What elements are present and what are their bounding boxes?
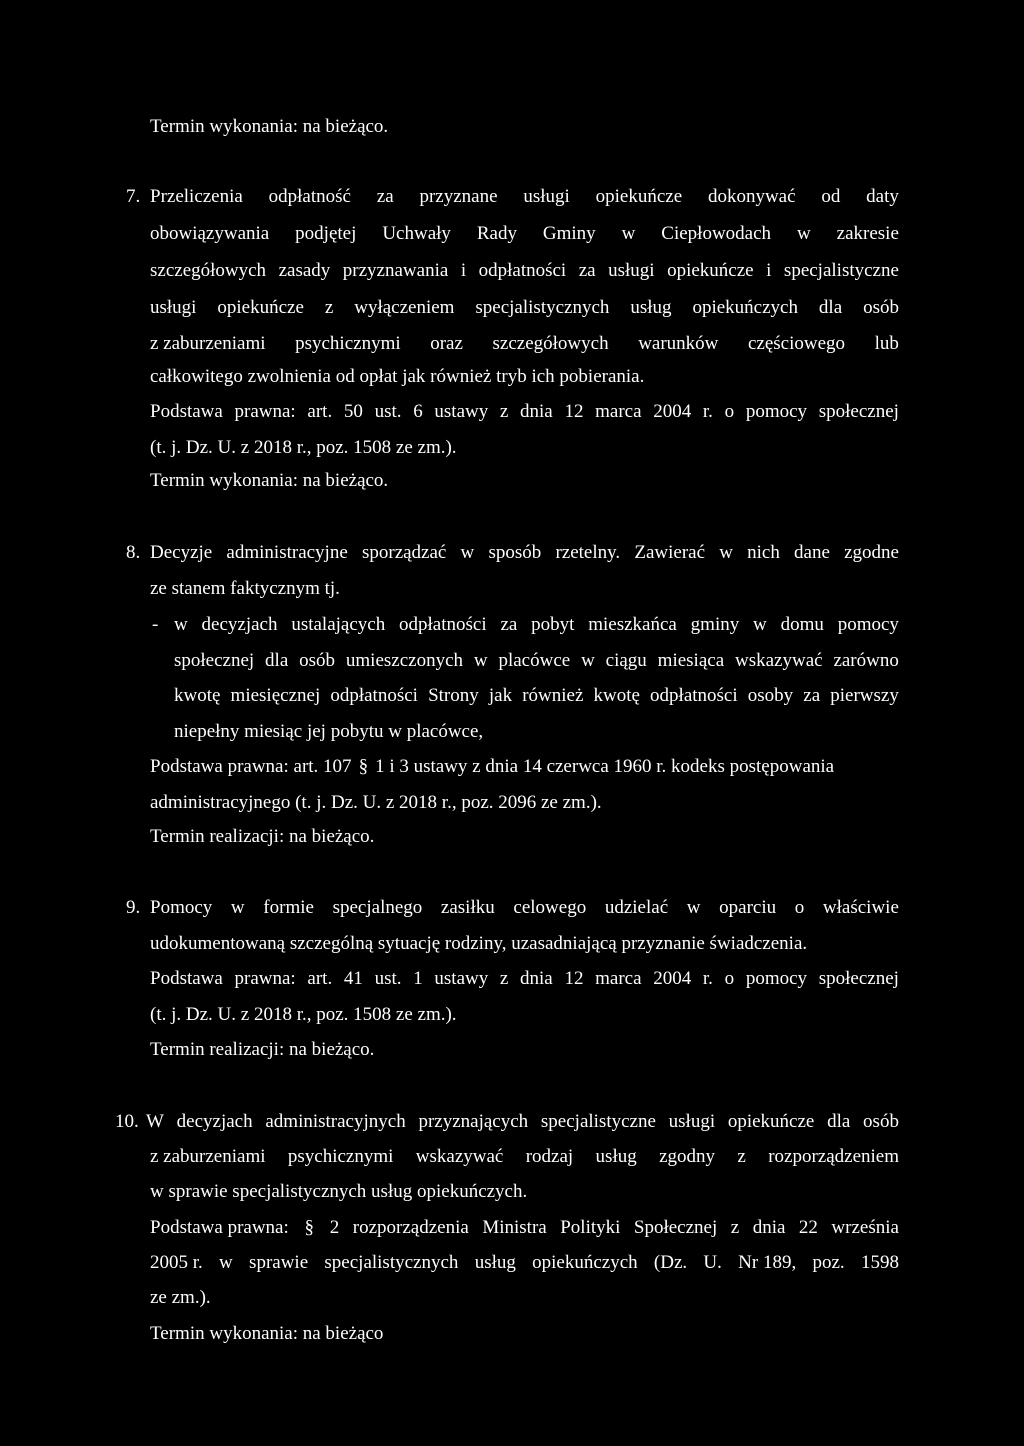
word: opiekuńcze xyxy=(727,1111,815,1132)
word: od xyxy=(821,186,841,207)
word: usługi xyxy=(668,1111,716,1132)
item-10-number: 10. xyxy=(115,1111,139,1132)
word: opiekuńczych xyxy=(532,1252,638,1273)
word: kwotę xyxy=(593,685,640,706)
word: Rady xyxy=(476,223,517,244)
item-8-deadline: Termin realizacji: na bieżąco. xyxy=(150,826,375,847)
item-7-line-1 xyxy=(150,186,899,208)
word: 12 xyxy=(564,401,584,422)
item-8-bullet-dash: - xyxy=(152,614,159,635)
word: z xyxy=(499,968,509,989)
word: opiekuńcze xyxy=(595,186,683,207)
word: sprawie xyxy=(249,1252,309,1273)
word: za xyxy=(500,614,518,635)
word: usługi xyxy=(523,186,570,207)
word: rzetelny. xyxy=(555,542,621,563)
word: 2004 xyxy=(653,968,692,989)
word: dla xyxy=(827,1111,851,1132)
word: w xyxy=(230,897,245,918)
word: marca xyxy=(595,968,642,989)
word: nich xyxy=(747,542,780,563)
word: daty xyxy=(866,186,899,207)
item-7-line-5 xyxy=(150,333,899,355)
word: specjalistycznych xyxy=(324,1252,459,1273)
word: w xyxy=(621,223,636,244)
word: ustawy xyxy=(434,401,489,422)
word: pomocy xyxy=(745,968,808,989)
item-8-line-2: ze stanem faktycznym tj. xyxy=(150,578,340,599)
item-9-line-2: udokumentowaną szczególną sytuację rodziny, uzasadniającą przyznanie świadczenia. xyxy=(150,933,808,954)
word: z zaburzeniami xyxy=(150,1146,266,1167)
word: w xyxy=(174,614,188,635)
word: za xyxy=(376,186,394,207)
item-10-basis-line-1 xyxy=(150,1217,899,1239)
word: zgodne xyxy=(844,542,899,563)
word: oraz xyxy=(430,333,463,354)
word: Zawierać xyxy=(634,542,706,563)
item-7-line-6: całkowitego zwolnienia od opłat jak również tryb ich pobierania. xyxy=(150,366,645,387)
item-8-bullet-line-2 xyxy=(174,650,899,672)
word: udzielać xyxy=(604,897,669,918)
item-9-line-1 xyxy=(150,897,899,919)
item-7-number: 7. xyxy=(126,186,141,207)
word: art. xyxy=(307,401,333,422)
word: osób xyxy=(863,1111,899,1132)
word: dane xyxy=(794,542,830,563)
item-8-basis-line-1 xyxy=(150,756,834,778)
word: usługi xyxy=(608,260,655,281)
word: 2005 r. xyxy=(150,1252,203,1273)
word: umieszczonych xyxy=(345,650,464,671)
word: szczegółowych xyxy=(150,260,267,281)
word: prawna: xyxy=(234,401,296,422)
word: sposób xyxy=(488,542,542,563)
item-9-deadline: Termin realizacji: na bieżąco. xyxy=(150,1039,375,1060)
item-8-line-1 xyxy=(150,542,899,564)
item-8-basis-pre: Podstawa prawna: art. 107 xyxy=(150,756,352,777)
word: zgodny xyxy=(659,1146,716,1167)
item-10-basis-line-2 xyxy=(150,1252,899,1274)
word: celowego xyxy=(513,897,587,918)
word: 6 xyxy=(413,401,423,422)
word: odpłatność xyxy=(268,186,351,207)
item-9-number: 9. xyxy=(126,897,141,918)
word: pierwszy xyxy=(830,685,899,706)
section-sign-icon: § xyxy=(358,756,369,777)
word: gminy xyxy=(690,614,740,635)
word: rodzaj xyxy=(525,1146,574,1167)
word: U. xyxy=(703,1252,722,1273)
item-10-line-3: w sprawie specjalistycznych usług opiekuńczych. xyxy=(150,1181,528,1202)
word: z xyxy=(324,297,334,318)
item-8-bullet-line-1 xyxy=(174,614,899,636)
word: ciągu xyxy=(605,650,647,671)
word: domu xyxy=(780,614,824,635)
word: usług xyxy=(474,1252,516,1273)
word: jak xyxy=(488,685,513,706)
word: w xyxy=(796,223,811,244)
word: dla xyxy=(818,297,843,318)
item-7-line-4 xyxy=(150,297,899,319)
word: 2004 xyxy=(653,401,692,422)
word: osób xyxy=(299,650,336,671)
word: z xyxy=(499,401,509,422)
word: opiekuńcze xyxy=(217,297,304,318)
word: usług xyxy=(630,297,672,318)
word: w xyxy=(219,1252,233,1273)
word: 22 xyxy=(798,1217,818,1238)
word: marca xyxy=(595,401,642,422)
item-7-deadline: Termin wykonania: na bieżąco. xyxy=(150,470,389,491)
word: za xyxy=(803,685,821,706)
item-8-basis-post: 1 i 3 ustawy z dnia 14 czerwca 1960 r. kodeks postępowania xyxy=(375,756,835,777)
word: Decyzje xyxy=(150,542,213,563)
item-10-deadline: Termin wykonania: na bieżąco xyxy=(150,1323,384,1344)
word: w xyxy=(581,650,595,671)
word: właściwie xyxy=(822,897,899,918)
word: ust. xyxy=(374,401,402,422)
word: przyznane xyxy=(419,186,498,207)
word: rozporządzeniem xyxy=(768,1146,899,1167)
item-7-basis-line-2: (t. j. Dz. U. z 2018 r., poz. 1508 ze zm.). xyxy=(150,437,457,458)
word: o xyxy=(724,968,735,989)
item-8-number: 8. xyxy=(126,542,141,563)
word: specjalistyczne xyxy=(540,1111,656,1132)
word: opiekuńcze xyxy=(667,260,754,281)
word: pobyt xyxy=(531,614,575,635)
word: opiekuńczych xyxy=(692,297,798,318)
item-9-basis-line-1 xyxy=(150,968,899,990)
word: o xyxy=(724,401,735,422)
word: pomocy xyxy=(745,401,808,422)
word: Podstawa xyxy=(150,401,223,422)
word: Pomocy xyxy=(150,897,213,918)
word: warunków xyxy=(638,333,719,354)
word: wskazywać xyxy=(735,650,823,671)
word: Uchwały xyxy=(382,223,451,244)
word: przyznawania xyxy=(342,260,449,281)
word: dnia xyxy=(752,1217,786,1238)
word: r. xyxy=(702,401,713,422)
item-10-basis-line-3: ze zm.). xyxy=(150,1287,211,1308)
word: miesiąca xyxy=(657,650,725,671)
word: 12 xyxy=(564,968,584,989)
word: dnia xyxy=(520,401,553,422)
word: decyzjach xyxy=(176,1111,253,1132)
word: wyłączeniem xyxy=(354,297,455,318)
word: Ministra xyxy=(482,1217,547,1238)
word: 2 xyxy=(329,1217,340,1238)
word: ustawy xyxy=(434,968,489,989)
word: usług xyxy=(595,1146,637,1167)
item-9-basis-line-2: (t. j. Dz. U. z 2018 r., poz. 1508 ze zm.). xyxy=(150,1004,457,1025)
word: miesięcznej xyxy=(230,685,321,706)
word: Gminy xyxy=(542,223,596,244)
word: specjalnego xyxy=(332,897,423,918)
word: częściowego xyxy=(747,333,846,354)
item-8-bullet-line-4: niepełny miesiąc jej pobytu w placówce, xyxy=(174,721,484,742)
word: o xyxy=(794,897,805,918)
word: w xyxy=(686,897,701,918)
word: Przeliczenia xyxy=(150,186,243,207)
word: decyzjach xyxy=(201,614,278,635)
word: 1598 xyxy=(860,1252,899,1273)
word: psychicznymi xyxy=(287,1146,394,1167)
word: 1 xyxy=(413,968,423,989)
word: w xyxy=(719,542,733,563)
word: prawna: xyxy=(234,968,296,989)
item-10-basis-pre: Podstawa prawna: xyxy=(150,1217,289,1238)
word: z xyxy=(737,1146,746,1167)
word: oparciu xyxy=(719,897,777,918)
word: zasady xyxy=(278,260,331,281)
word: ust. xyxy=(374,968,402,989)
word: Społecznej xyxy=(633,1217,718,1238)
word: Strony xyxy=(428,685,479,706)
word: poz. xyxy=(812,1252,845,1273)
word: dnia xyxy=(520,968,553,989)
word: specjalistycznych xyxy=(475,297,610,318)
item-10-line-2 xyxy=(150,1146,899,1168)
word: 41 xyxy=(343,968,363,989)
word: usługi xyxy=(150,297,197,318)
word: rozporządzenia xyxy=(352,1217,469,1238)
word: administracyjnych xyxy=(265,1111,406,1132)
section-sign-icon: § xyxy=(304,1217,315,1238)
word: ustalających xyxy=(291,614,386,635)
word: odpłatności xyxy=(650,685,738,706)
word: z zaburzeniami xyxy=(150,333,266,354)
word: w xyxy=(460,542,475,563)
item-8-bullet-line-3 xyxy=(174,685,899,707)
word: społecznej xyxy=(818,968,899,989)
word: szczegółowych xyxy=(492,333,609,354)
word: (Dz. xyxy=(653,1252,688,1273)
item-7-line-3 xyxy=(150,260,899,282)
word: osób xyxy=(863,297,899,318)
word: za xyxy=(578,260,596,281)
item-8-basis-line-2: administracyjnego (t. j. Dz. U. z 2018 r., poz. 2096 ze zm.). xyxy=(150,792,602,813)
item-7-line-2 xyxy=(150,223,899,245)
word: sporządzać xyxy=(361,542,447,563)
word: społecznej xyxy=(818,401,899,422)
word: 50 xyxy=(343,401,363,422)
word: i xyxy=(766,260,772,281)
word: odpłatności xyxy=(478,260,567,281)
word: administracyjne xyxy=(226,542,348,563)
word: odpłatności xyxy=(399,614,487,635)
word: r. xyxy=(702,968,713,989)
word: osoby xyxy=(747,685,794,706)
word: również xyxy=(522,685,584,706)
word: zakresie xyxy=(836,223,899,244)
word: zasiłku xyxy=(440,897,495,918)
word: w xyxy=(473,650,488,671)
word: mieszkańca xyxy=(588,614,677,635)
word: dokonywać xyxy=(707,186,796,207)
word: Podstawa xyxy=(150,968,223,989)
word: art. xyxy=(307,968,333,989)
word: obowiązywania xyxy=(150,223,270,244)
word: zarówno xyxy=(833,650,899,671)
word: społecznej xyxy=(174,650,255,671)
word: odpłatności xyxy=(330,685,418,706)
deadline-text: Termin wykonania: na bieżąco. xyxy=(150,116,389,137)
word: kwotę xyxy=(174,685,221,706)
word: wskazywać xyxy=(415,1146,504,1167)
word: z xyxy=(730,1217,740,1238)
word: specjalistyczne xyxy=(783,260,899,281)
item-10-line-1 xyxy=(146,1111,899,1133)
item-7-basis-line-1 xyxy=(150,401,899,423)
word: Nr 189, xyxy=(738,1252,797,1273)
word: Polityki xyxy=(560,1217,621,1238)
word: Ciepłowodach xyxy=(661,223,772,244)
word: W xyxy=(146,1111,164,1132)
word: dla xyxy=(265,650,289,671)
word: formie xyxy=(263,897,314,918)
word: września xyxy=(831,1217,899,1238)
word: przyznających xyxy=(418,1111,529,1132)
word: placówce xyxy=(498,650,571,671)
word: pomocy xyxy=(837,614,899,635)
word: psychicznymi xyxy=(295,333,401,354)
word: i xyxy=(460,260,467,281)
word: w xyxy=(753,614,767,635)
word: lub xyxy=(874,333,899,354)
word: podjętej xyxy=(295,223,357,244)
